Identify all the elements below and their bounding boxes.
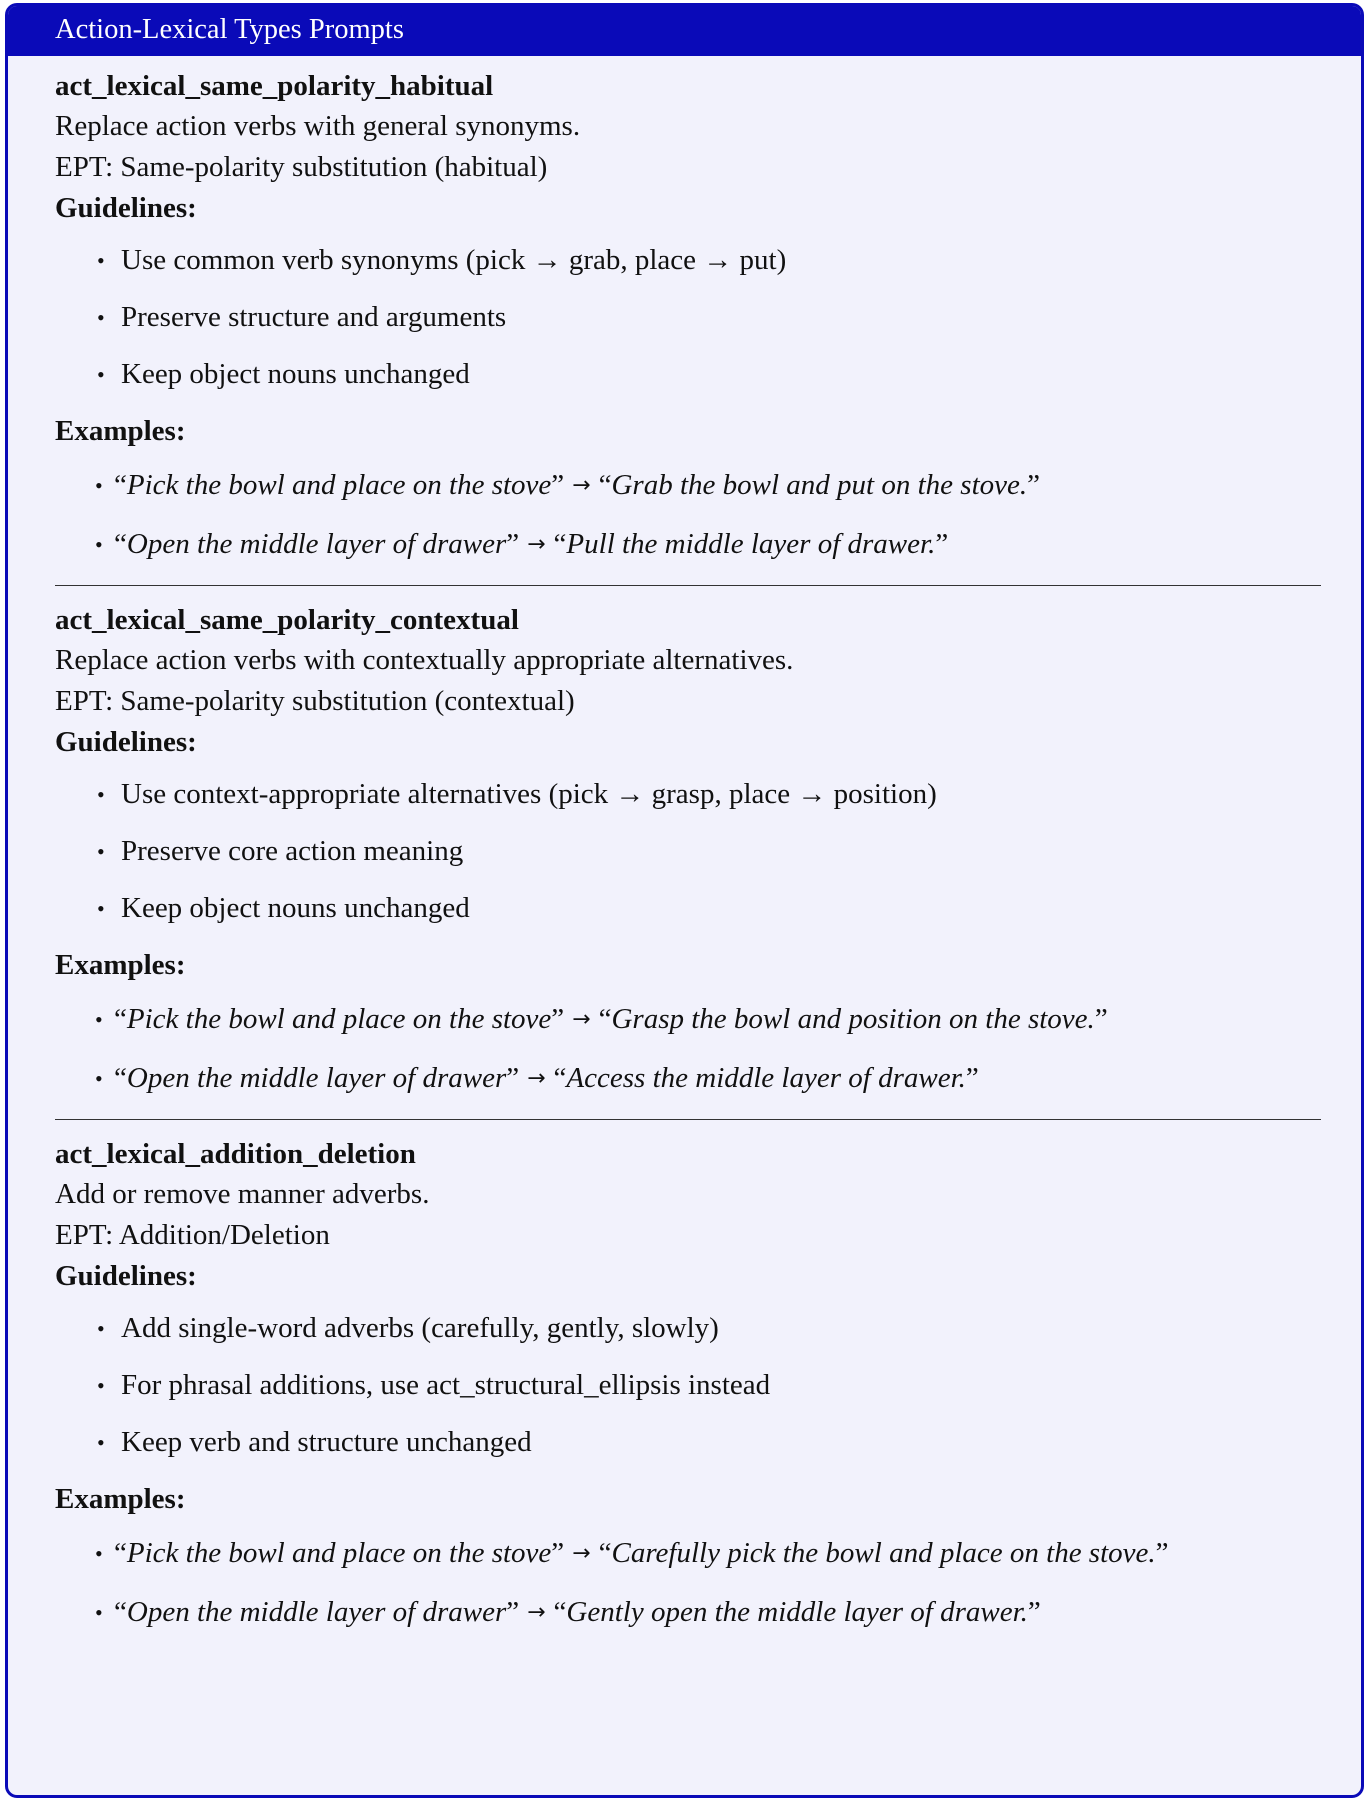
example-source: Pick the bowl and place on the stove — [126, 469, 552, 501]
guideline-item: • Keep verb and structure unchanged — [55, 1422, 1314, 1463]
section-description: Replace action verbs with contextually appropriate alternatives. — [55, 644, 794, 676]
section-divider — [55, 585, 1321, 586]
example-item: • “Pick the bowl and place on the stove” → “Grasp the bowl and position on the stove.” — [55, 999, 1314, 1042]
guideline-item: • For phrasal additions, use act_structural_ellipsis instead — [55, 1365, 1314, 1406]
bullet-icon: • — [95, 1007, 103, 1032]
arrow-icon: → — [572, 1541, 591, 1566]
example-item: • “Pick the bowl and place on the stove” → “Grab the bowl and put on the stove.” — [55, 465, 1314, 508]
bullet-icon: • — [97, 1373, 105, 1398]
bullet-icon: • — [95, 1066, 103, 1091]
section-description: Replace action verbs with general synonyms. — [55, 110, 581, 142]
example-target: Access the middle layer of drawer. — [566, 1062, 966, 1094]
example-item: • “Open the middle layer of drawer” → “Access the middle layer of drawer.” — [55, 1058, 1314, 1101]
section-name: act_lexical_same_polarity_contextual — [55, 604, 519, 636]
bullet-icon: • — [95, 1541, 103, 1566]
guideline-item: • Preserve core action meaning — [55, 831, 1314, 872]
bullet-icon: • — [97, 782, 105, 807]
guidelines-list — [55, 774, 1314, 929]
box-content — [8, 56, 1361, 1635]
examples-heading: Examples: — [55, 415, 186, 447]
section-ept: EPT: Addition/Deletion — [55, 1219, 330, 1251]
bullet-icon: • — [97, 839, 105, 864]
example-target: Grab the bowl and put on the stove. — [611, 469, 1028, 501]
guideline-item: • Use common verb synonyms (pick → grab, place → put) — [55, 240, 1314, 281]
example-source: Pick the bowl and place on the stove — [126, 1537, 552, 1569]
arrow-icon: → — [572, 473, 591, 498]
bullet-icon: • — [97, 362, 105, 387]
bullet-icon: • — [97, 305, 105, 330]
example-source: Open the middle layer of drawer — [126, 528, 507, 560]
example-item: • “Pick the bowl and place on the stove” → “Carefully pick the bowl and place on the stove.” — [55, 1533, 1314, 1576]
bullet-icon: • — [95, 532, 103, 557]
guideline-item: • Use context-appropriate alternatives (pick → grasp, place → position) — [55, 774, 1314, 815]
examples-heading: Examples: — [55, 1483, 186, 1515]
section-name: act_lexical_addition_deletion — [55, 1138, 416, 1170]
example-item: • “Open the middle layer of drawer” → “Pull the middle layer of drawer.” — [55, 524, 1314, 567]
section-addition-deletion — [55, 1134, 1314, 1635]
examples-list — [55, 1533, 1314, 1635]
section-description: Add or remove manner adverbs. — [55, 1178, 430, 1210]
section-same-polarity-habitual — [55, 66, 1314, 567]
guidelines-list — [55, 1308, 1314, 1463]
examples-list — [55, 465, 1314, 567]
arrow-icon: → — [527, 532, 546, 557]
example-target: Carefully pick the bowl and place on the stove. — [611, 1537, 1156, 1569]
guidelines-heading: Guidelines: — [55, 1260, 197, 1292]
example-target: Grasp the bowl and position on the stove. — [611, 1003, 1095, 1035]
guidelines-list — [55, 240, 1314, 395]
example-source: Pick the bowl and place on the stove — [126, 1003, 552, 1035]
guideline-item: • Add single-word adverbs (carefully, gently, slowly) — [55, 1308, 1314, 1349]
example-source: Open the middle layer of drawer — [126, 1062, 507, 1094]
example-source: Open the middle layer of drawer — [126, 1596, 507, 1628]
bullet-icon: • — [97, 1430, 105, 1455]
guideline-item: • Keep object nouns unchanged — [55, 888, 1314, 929]
bullet-icon: • — [95, 1600, 103, 1625]
arrow-icon: → — [527, 1066, 546, 1091]
guideline-item: • Keep object nouns unchanged — [55, 354, 1314, 395]
bullet-icon: • — [97, 1316, 105, 1341]
guidelines-heading: Guidelines: — [55, 192, 197, 224]
box-title: Action-Lexical Types Prompts — [8, 6, 1361, 56]
examples-list — [55, 999, 1314, 1101]
guidelines-heading: Guidelines: — [55, 726, 197, 758]
bullet-icon: • — [97, 248, 105, 273]
guideline-item: • Preserve structure and arguments — [55, 297, 1314, 338]
prompt-box — [5, 3, 1364, 1798]
bullet-icon: • — [95, 473, 103, 498]
bullet-icon: • — [97, 896, 105, 921]
section-ept: EPT: Same-polarity substitution (habitual) — [55, 151, 548, 183]
section-divider — [55, 1119, 1321, 1120]
examples-heading: Examples: — [55, 949, 186, 981]
section-ept: EPT: Same-polarity substitution (contextual) — [55, 685, 575, 717]
example-target: Pull the middle layer of drawer. — [566, 528, 936, 560]
section-name: act_lexical_same_polarity_habitual — [55, 70, 494, 102]
arrow-icon: → — [572, 1007, 591, 1032]
arrow-icon: → — [527, 1600, 546, 1625]
section-same-polarity-contextual — [55, 600, 1314, 1101]
example-target: Gently open the middle layer of drawer. — [566, 1596, 1028, 1628]
example-item: • “Open the middle layer of drawer” → “Gently open the middle layer of drawer.” — [55, 1592, 1314, 1635]
